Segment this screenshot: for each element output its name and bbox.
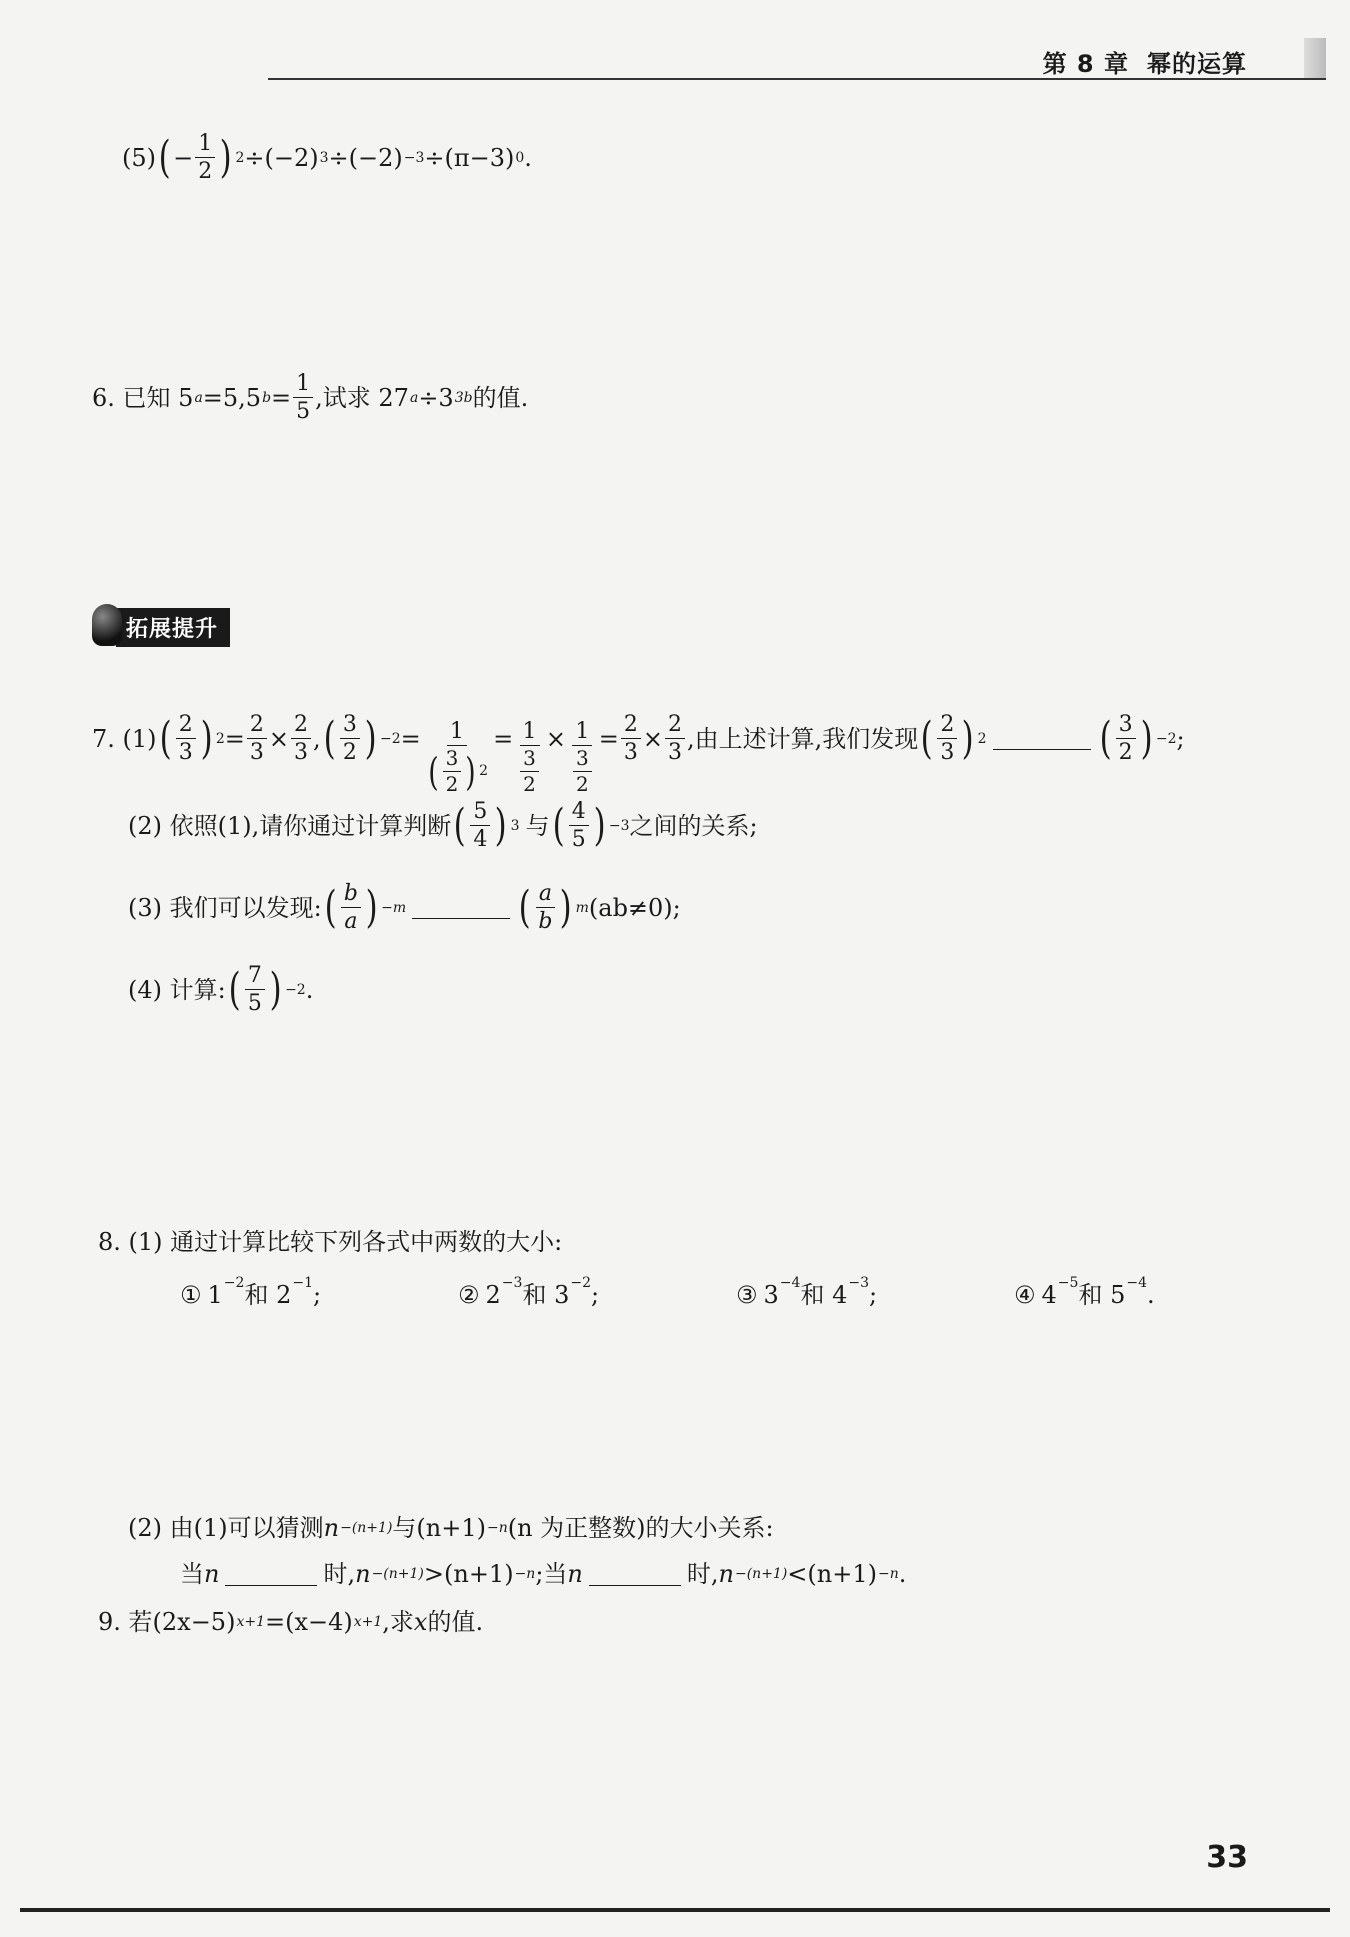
chapter-header (1043, 44, 1247, 79)
answer-blank[interactable] (225, 1563, 317, 1586)
question-5: (5) ( − $\frac{1}{2}$ ) 2 ÷(−2) 3 ÷(−2) −3 ÷(π−3) 0 . (122, 131, 532, 185)
header-divider (268, 78, 1326, 80)
answer-blank[interactable] (412, 896, 510, 919)
q8-item-3: ③ $3^{-4}$和 $4^{-3}$; (736, 1275, 878, 1309)
answer-blank[interactable] (589, 1563, 681, 1586)
footer-divider (20, 1908, 1330, 1912)
lightbulb-icon (92, 604, 122, 646)
section-badge-label: 拓展提升 (116, 608, 230, 647)
answer-blank[interactable] (993, 727, 1091, 750)
question-8-part-1: 8. (1) 通过计算比较下列各式中两数的大小: (98, 1228, 563, 1256)
q8-item-4: ④ $4^{-5}$和 $5^{-4}$. (1014, 1275, 1155, 1309)
question-6: 6. 已知 5 a =5,5 b = $\frac{1}{5}$ ,试求 27 a ÷3 3b 的值. (92, 371, 529, 425)
q6-fraction: $\frac{1}{5}$ (293, 372, 313, 423)
question-8-items (180, 1276, 1214, 1307)
question-8-part-2-answer: 当 n 时, n −(n+1) >(n+1) −n ;当 n 时, n −(n+1) <(n+1) −n . (180, 1560, 907, 1588)
question-7-part-3: (3) 我们可以发现: ( $\frac{b}{a}$ ) −m ( $\frac{a}{b}$ ) m (ab≠0); (128, 881, 681, 935)
q8-item-1: ① $1^{-2}$和 $2^{-1}$; (180, 1275, 322, 1309)
q5-label: (5) (122, 143, 156, 172)
chapter-number: 第 8 章 (1042, 50, 1129, 78)
question-7-part-4: (4) 计算: ( $\frac{7}{5}$ ) −2 . (128, 963, 314, 1017)
q5-fraction: $\frac{1}{2}$ (195, 132, 215, 183)
q8-item-2: ② $2^{-3}$和 $3^{-2}$; (458, 1275, 600, 1309)
question-7-part-1: 7. (1) ( $\frac{2}{3}$ ) 2 = $\frac{2}{3}$ × $\frac{2}{3}$ , ( $\frac{3}{2}$ ) −2 = 1 ( $\frac{3}{2}$ ) 2 = $\frac{1}{\frac{3}{2}}$ × $\frac{1}{\frac{3}{2}}$ = $\frac{2}{3}$ × $\frac{2}{3}$ ,由上述计算,我们发现 ( $\frac{2}{3}$ ) 2 ( $\frac{3}{2}$ ) −2 ; (92, 711, 1185, 797)
section-badge (92, 610, 230, 644)
page-edge-tab (1304, 38, 1326, 80)
chapter-title: 幂的运算 (1147, 50, 1247, 78)
question-7-part-2: (2) 依照(1),请你通过计算判断 ( $\frac{5}{4}$ ) 3 与 ( $\frac{4}{5}$ ) −3 之间的关系; (128, 799, 758, 853)
question-8-part-2: (2) 由(1)可以猜测 n −(n+1) 与(n+1) −n (n 为正整数)的大小关系: (128, 1514, 774, 1542)
page-number: 33 (1206, 1840, 1248, 1875)
question-9: 9. 若(2x−5) x+1 =(x−4) x+1 ,求 x 的值. (98, 1608, 484, 1636)
